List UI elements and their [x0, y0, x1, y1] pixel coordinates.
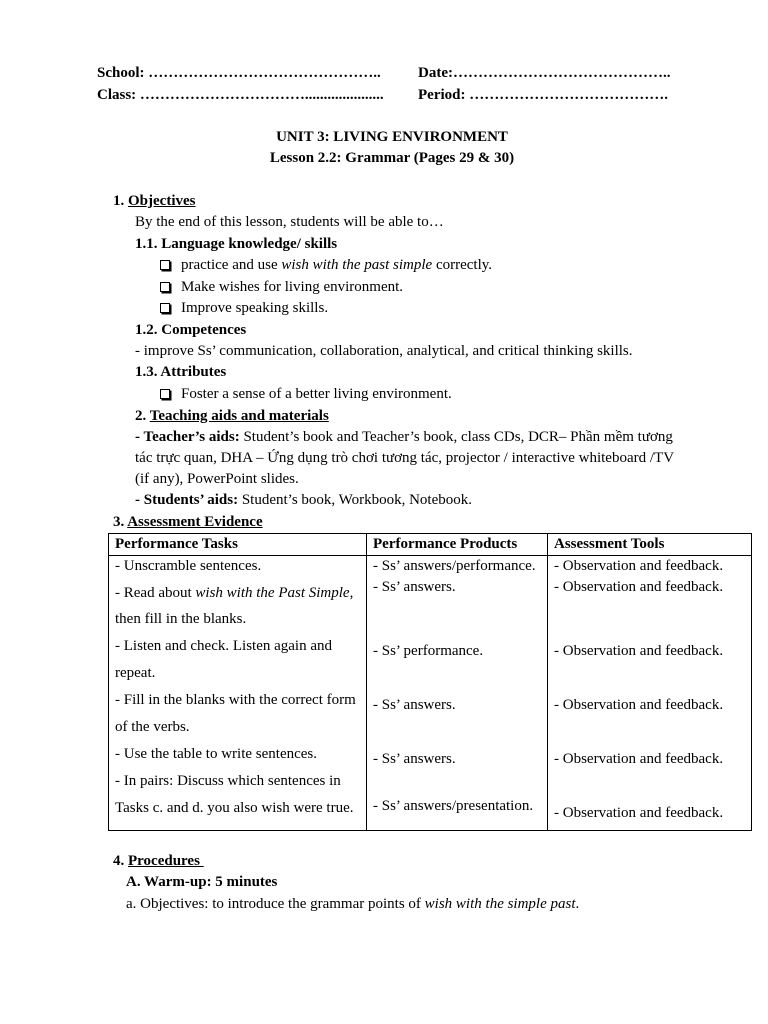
- objective-text: .: [575, 896, 580, 912]
- assessment-table: [108, 533, 752, 831]
- tool-line: - Observation and feedback.: [554, 751, 724, 767]
- section-title: Objectives: [128, 193, 196, 209]
- objectives-heading: [113, 192, 195, 210]
- task-emphasis: wish with the Past Simple: [195, 585, 350, 601]
- list-item: Improve speaking skills.: [181, 300, 329, 316]
- list-item: Foster a sense of a better living environment.: [181, 386, 452, 402]
- section-number: 4.: [113, 853, 125, 869]
- table-header-cell: Performance Products: [373, 536, 518, 552]
- attributes-heading: 1.3. Attributes: [135, 364, 227, 380]
- section-number: 1.: [113, 193, 125, 209]
- teacher-aids-text: tác trực quan, DHA – Ứng dụng trò chơi tương tác, projector / interactive whiteboard /TV: [135, 450, 675, 466]
- product-line: - Ss’ answers/presentation.: [373, 798, 534, 814]
- shadowed-square-icon: [160, 282, 170, 292]
- teacher-aids: [135, 428, 673, 446]
- product-line: - Ss’ performance.: [373, 643, 484, 659]
- unit-title: UNIT 3: LIVING ENVIRONMENT: [276, 129, 508, 145]
- objective-text: a. Objectives: to introduce the grammar points of: [126, 896, 425, 912]
- shadowed-square-icon: [160, 260, 170, 270]
- section-title: Procedures: [128, 853, 204, 869]
- tool-line: - Observation and feedback.: [554, 579, 724, 595]
- task-line: Tasks c. and d. you also wish were true.: [115, 800, 354, 816]
- task-text: - Read about: [115, 585, 196, 601]
- assessment-heading: [113, 513, 263, 531]
- list-item: [181, 256, 492, 274]
- teacher-aids-label: - Teacher’s aids:: [135, 429, 240, 445]
- knowledge-heading: 1.1. Language knowledge/ skills: [135, 236, 338, 252]
- list-item: Make wishes for living environment.: [181, 279, 404, 295]
- school-field: School: ………………………………………..: [97, 65, 381, 81]
- table-column-divider: [547, 534, 548, 830]
- item-text: practice and use: [181, 257, 282, 273]
- section-title: Assessment Evidence: [127, 514, 263, 530]
- task-line: - Unscramble sentences.: [115, 558, 262, 574]
- teacher-aids-text: Student’s book and Teacher’s book, class CDs, DCR– Phần mềm tương: [243, 429, 673, 445]
- competences-text: - improve Ss’ communication, collaboration, analytical, and critical thinking skills.: [135, 343, 633, 359]
- task-line: - Use the table to write sentences.: [115, 746, 318, 762]
- task-line: then fill in the blanks.: [115, 611, 247, 627]
- task-line: [115, 584, 353, 602]
- shadowed-square-icon: [160, 389, 170, 399]
- tool-line: - Observation and feedback.: [554, 643, 724, 659]
- objective-emphasis: wish with the simple past: [424, 896, 576, 912]
- procedures-heading: [113, 852, 204, 870]
- objectives-intro: By the end of this lesson, students will be able to…: [135, 214, 444, 230]
- section-number: 2.: [135, 408, 147, 424]
- product-line: - Ss’ answers/performance.: [373, 558, 536, 574]
- period-field: Period: ………………………………….: [418, 87, 668, 103]
- date-field: Date:……………………………………..: [418, 65, 671, 81]
- students-aids-text: Student’s book, Workbook, Notebook.: [241, 492, 473, 508]
- tool-line: - Observation and feedback.: [554, 805, 724, 821]
- task-text: ,: [349, 585, 354, 601]
- task-line: - Listen and check. Listen again and: [115, 638, 333, 654]
- shadowed-square-icon: [160, 303, 170, 313]
- warmup-heading: A. Warm-up: 5 minutes: [126, 874, 278, 890]
- section-title: Teaching aids and materials: [149, 408, 329, 424]
- product-line: - Ss’ answers.: [373, 751, 456, 767]
- teaching-aids-heading: [135, 407, 329, 425]
- tool-line: - Observation and feedback.: [554, 697, 724, 713]
- item-text: correctly.: [432, 257, 493, 273]
- competences-heading: 1.2. Competences: [135, 322, 247, 338]
- product-line: - Ss’ answers.: [373, 579, 456, 595]
- item-emphasis: wish with the past simple: [281, 257, 433, 273]
- task-line: - Fill in the blanks with the correct form: [115, 692, 356, 708]
- task-line: - In pairs: Discuss which sentences in: [115, 773, 341, 789]
- table-header-divider: [109, 555, 751, 556]
- product-line: - Ss’ answers.: [373, 697, 456, 713]
- table-column-divider: [366, 534, 367, 830]
- task-line: repeat.: [115, 665, 156, 681]
- table-header-cell: Assessment Tools: [554, 536, 665, 552]
- tool-line: - Observation and feedback.: [554, 558, 724, 574]
- lesson-title: Lesson 2.2: Grammar (Pages 29 & 30): [269, 150, 515, 166]
- class-field: Class: …………………………….....................: [97, 87, 384, 103]
- table-header-cell: Performance Tasks: [115, 536, 238, 552]
- students-aids-label: - Students’ aids:: [135, 492, 239, 508]
- warmup-objective: [126, 895, 579, 913]
- task-line: of the verbs.: [115, 719, 190, 735]
- section-number: 3.: [113, 514, 125, 530]
- teacher-aids-text: (if any), PowerPoint slides.: [135, 471, 299, 487]
- students-aids: [135, 491, 472, 509]
